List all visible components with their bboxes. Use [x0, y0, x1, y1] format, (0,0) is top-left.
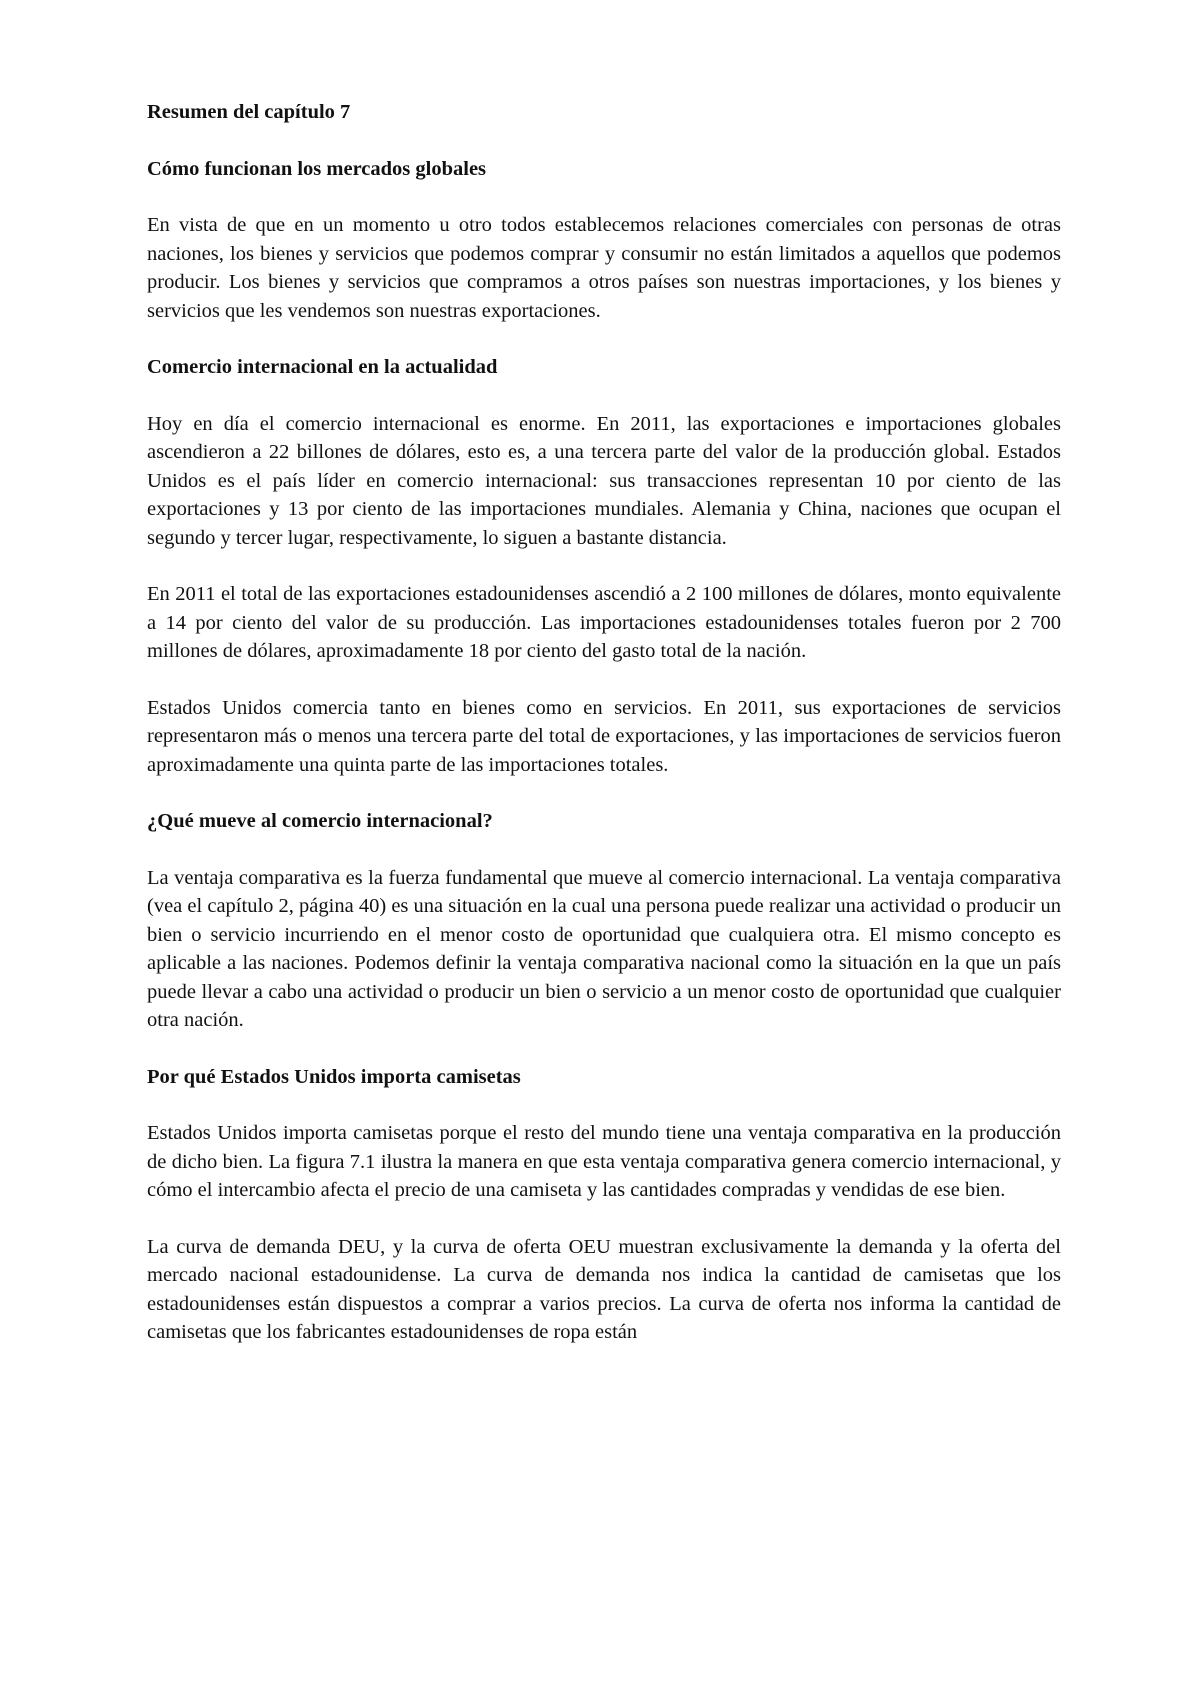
- paragraph: La ventaja comparativa es la fuerza fundamental que mueve al comercio internacional. La ventaja comparativa (vea el capítulo 2, página 40) es una situación en la cual una persona puede realizar una actividad o producir un bien o servicio incurriendo en el menor costo de oportunidad que cualquiera otra. El mismo concepto es aplicable a las naciones. Podemos definir la ventaja comparativa nacional como la situación en la que un país puede llevar a cabo una actividad o producir un bien o servicio a un menor costo de oportunidad que cualquier otra nación.: [147, 866, 1061, 1031]
- section-heading-mercados-globales: Cómo funcionan los mercados globales: [147, 157, 487, 180]
- section-heading-comercio-actualidad: Comercio internacional en la actualidad: [147, 356, 498, 378]
- paragraph: La curva de demanda DEU, y la curva de oferta OEU muestran exclusivamente la demanda y la oferta del mercado nacional estadounidense. La curva de demanda nos indica la cantidad de camisetas que los estadounidenses están dispuestos a comprar a varios precios. La curva de oferta nos informa la cantidad de camisetas que los fabricantes estadounidenses de ropa están: [147, 1235, 1061, 1343]
- paragraph: Estados Unidos comercia tanto en bienes como en servicios. En 2011, sus exportaciones de servicios representaron más o menos una tercera parte del total de exportaciones, y las importaciones de servicios fueron aproximadamente una quinta parte de las importaciones totales.: [147, 696, 1061, 776]
- paragraph: En 2011 el total de las exportaciones estadounidenses ascendió a 2 100 millones de dólares, monto equivalente a 14 por ciento del valor de su producción. Las importaciones estadounidenses totales fueron por 2 700 millones de dólares, aproximadamente 18 por ciento del gasto total de la nación.: [147, 583, 1061, 662]
- paragraph: En vista de que en un momento u otro todos establecemos relaciones comerciales con personas de otras naciones, los bienes y servicios que podemos comprar y consumir no están limitados a aquellos que podemos producir. Los bienes y servicios que compramos a otros países son nuestras importaciones, y los bienes y servicios que les vendemos son nuestras exportaciones.: [147, 214, 1061, 322]
- paragraph: Estados Unidos importa camisetas porque el resto del mundo tiene una ventaja comparativa en la producción de dicho bien. La figura 7.1 ilustra la manera en que esta ventaja comparativa genera comercio internacional, y cómo el intercambio afecta el precio de una camiseta y las cantidades compradas y vendidas de ese bien.: [147, 1122, 1061, 1201]
- section-heading-que-mueve-comercio: ¿Qué mueve al comercio internacional?: [147, 810, 493, 832]
- document-page: [147, 98, 1061, 1347]
- section-heading-importa-camisetas: Por qué Estados Unidos importa camisetas: [147, 1065, 521, 1088]
- paragraph: Hoy en día el comercio internacional es enorme. En 2011, las exportaciones e importaciones globales ascendieron a 22 billones de dólares, esto es, a una tercera parte del valor de la producción global. Estados Unidos es el país líder en comercio internacional: sus transacciones representan 10 por ciento de las exportaciones y 13 por ciento de las importaciones mundiales. Alemania y China, naciones que ocupan el segundo y tercer lugar, respectivamente, lo siguen a bastante distancia.: [147, 412, 1061, 549]
- document-title: Resumen del capítulo 7: [147, 101, 351, 123]
